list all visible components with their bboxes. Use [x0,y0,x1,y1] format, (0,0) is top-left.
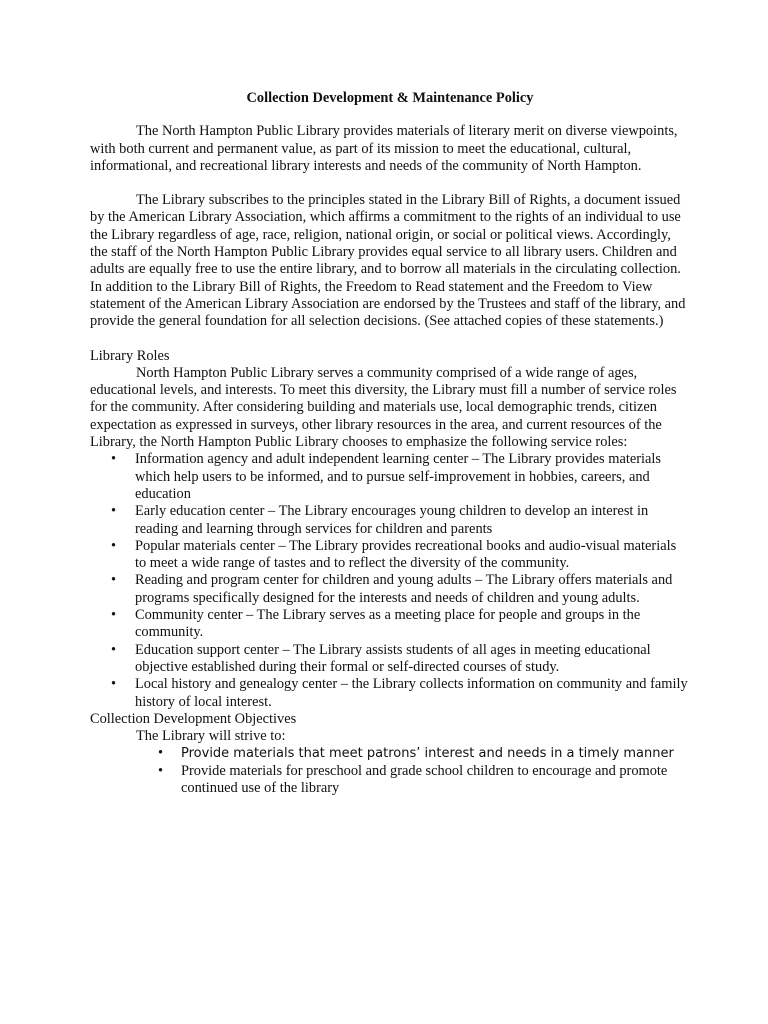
list-item-text: Provide materials for preschool and grade school children to encourage and promote continued use of the library [181,762,668,796]
objectives-list [90,745,690,797]
list-item [90,538,690,573]
list-item-text: Community center – The Library serves as a meeting place for people and groups in the community. [135,607,641,641]
bullet-icon: • [111,537,117,554]
bullet-icon: • [111,607,117,624]
objectives-intro: The Library will strive to: [136,728,286,745]
library-roles-heading: Library Roles [90,347,170,364]
bullet-icon: • [111,641,117,658]
list-item-text: Provide materials that meet patrons’ interest and needs in a timely manner [181,746,674,762]
list-item [90,642,690,677]
library-roles-intro: North Hampton Public Library serves a community comprised of a wide range of ages, educational levels, and interests. To meet this diversity, the Library must fill a number of service roles for the community. After considering building and materials use, local demographic trends, citizen expectation as expressed in surveys, other library resources in the area, and current resources of the Library, the North Hampton Public Library chooses to emphasize the following service roles: [90,364,677,451]
bill-of-rights-paragraph: The Library subscribes to the principles stated in the Library Bill of Rights, a document issued by the American Library Association, which affirms a commitment to the rights of an individual to use the Library regardless of age, race, religion, national origin, or social or political views. Accordingly, the staff of the North Hampton Public Library provides equal service to all library users. Children and adults are equally free to use the entire library, and to borrow all materials in the circulating collection. In addition to the Library Bill of Rights, the Freedom to Read statement and the Freedom to View statement of the American Library Association are endorsed by the Trustees and staff of the library, and provide the general foundation for all selection decisions. (See attached copies of these statements.) [90,192,686,330]
library-roles-section [90,348,690,711]
list-item-text: Education support center – The Library assists students of all ages in meeting educational objective established during their formal or self-directed courses of study. [135,641,651,675]
list-item [90,763,690,798]
list-item-text: Early education center – The Library encourages young children to develop an interest in reading and learning through services for children and parents [135,503,649,537]
bullet-icon: • [111,503,117,520]
list-item [90,745,690,762]
objectives-section [90,711,690,797]
bullet-icon: • [111,676,117,693]
mission-paragraph: The North Hampton Public Library provides materials of literary merit on diverse viewpoints, with both current and permanent value, as part of its mission to meet the educational, cultural, informational, and recreational library interests and needs of the community of North Hampton. [90,123,678,174]
list-item [90,503,690,538]
objectives-heading: Collection Development Objectives [90,710,297,727]
document-page [90,90,690,797]
bullet-icon: • [158,745,164,762]
list-item [90,572,690,607]
list-item-text: Popular materials center – The Library provides recreational books and audio-visual materials to meet a wide range of tastes and to reflect the diversity of the community. [135,537,677,572]
list-item [90,607,690,642]
bullet-icon: • [111,451,117,468]
library-roles-list [90,451,690,710]
bullet-icon: • [111,572,117,589]
list-item-text: Information agency and adult independent learning center – The Library provides materials which help users to be informed, and to pursue self-improvement in hobbies, careers, and education [135,451,661,502]
list-item-text: Reading and program center for children and young adults – The Library offers materials and programs specifically designed for the interests and needs of children and young adults. [135,572,673,606]
document-title: Collection Development & Maintenance Policy [246,90,534,106]
list-item [90,451,690,503]
bullet-icon: • [158,762,164,779]
list-item [90,676,690,711]
list-item-text: Local history and genealogy center – the Library collects information on community and family history of local interest. [135,676,688,710]
